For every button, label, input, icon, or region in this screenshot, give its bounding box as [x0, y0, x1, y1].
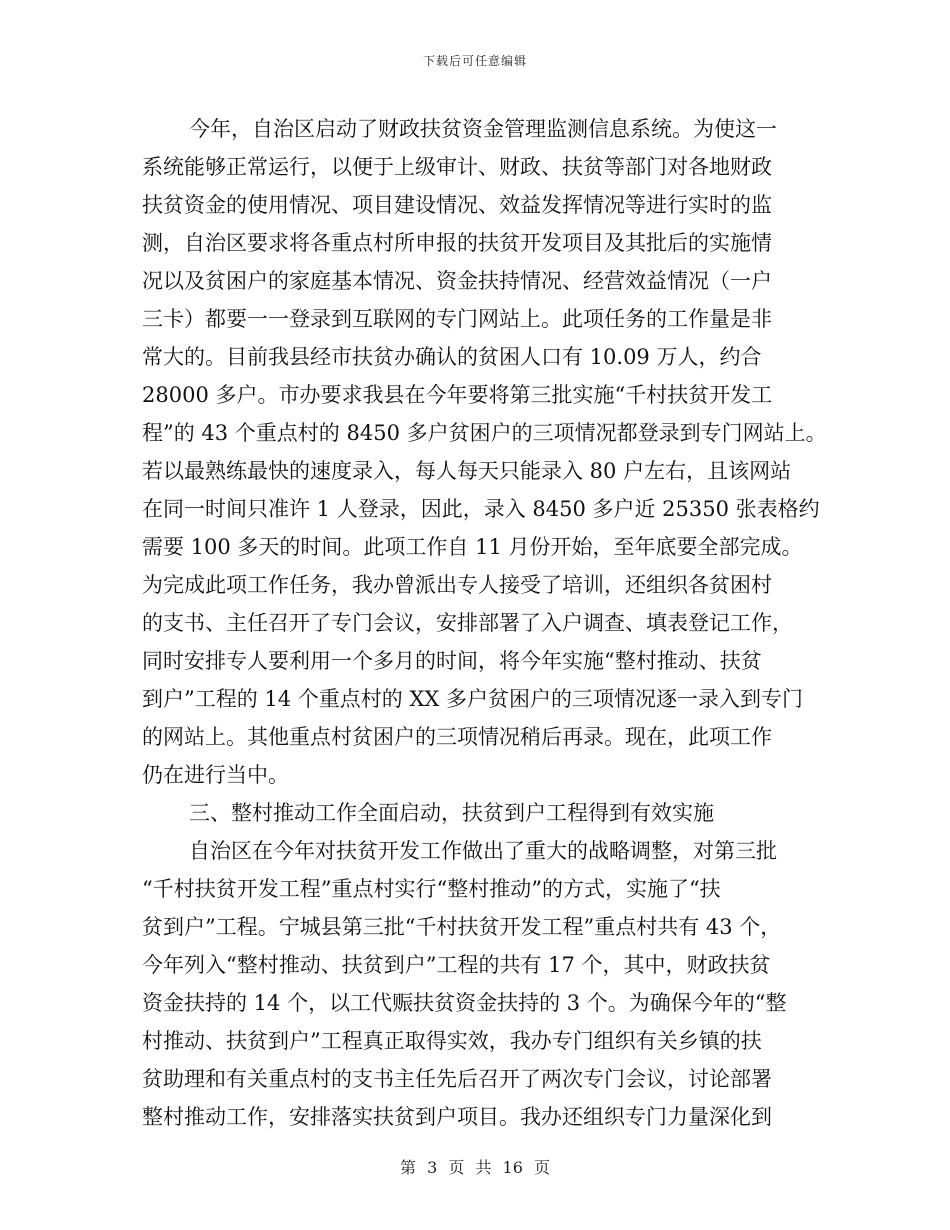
text-line: 贫助理和有关重点村的支书主任先后召开了两次专门会议，讨论部署: [142, 1067, 772, 1091]
text-line: 测，自治区要求将各重点村所申报的扶贫开发项目及其批后的实施情: [142, 231, 772, 255]
text-line: 的网站上。其他重点村贫困户的三项情况稍后再录。现在，此项工作: [142, 725, 772, 749]
text-line: 常大的。目前我县经市扶贫办确认的贫困人口有 10.09 万人，约合: [142, 345, 762, 369]
text-line: 到户”工程的 14 个重点村的 XX 多户贫困户的三项情况逐一录入到专门: [142, 687, 804, 711]
text-line: 三卡）都要一一登录到互联网的专门网站上。此项任务的工作量是非: [142, 307, 772, 331]
text-line: 若以最熟练最快的速度录入，每人每天只能录入 80 户左右，且该网站: [142, 459, 792, 483]
text-line: 今年，自治区启动了财政扶贫资金管理监测信息系统。为使这一: [189, 117, 777, 141]
text-line: 同时安排专人要利用一个多月的时间，将今年实施“整村推动、扶贫: [142, 649, 762, 673]
text-line: 资金扶持的 14 个，以工代赈扶贫资金扶持的 3 个。为确保今年的“整: [142, 991, 787, 1015]
text-line: 程”的 43 个重点村的 8450 多户贫困户的三项情况都登录到专门网站上。: [142, 421, 827, 445]
text-line: 况以及贫困户的家庭基本情况、资金扶持情况、经营效益情况（一户: [142, 269, 772, 293]
section-heading: 三、整村推动工作全面启动，扶贫到户工程得到有效实施: [189, 801, 714, 825]
text-line: 村推动、扶贫到户”工程真正取得实效，我办专门组织有关乡镇的扶: [142, 1029, 762, 1053]
text-line: 28000 多户。市办要求我县在今年要将第三批实施“千村扶贫开发工: [142, 383, 773, 407]
text-line: 今年列入“整村推动、扶贫到户”工程的共有 17 个，其中，财政扶贫: [142, 953, 771, 977]
text-line: “千村扶贫开发工程”重点村实行“整村推动”的方式，实施了“扶: [142, 877, 721, 901]
text-line: 自治区在今年对扶贫开发工作做出了重大的战略调整，对第三批: [189, 839, 777, 863]
text-line: 扶贫资金的使用情况、项目建设情况、效益发挥情况等进行实时的监: [142, 193, 772, 217]
text-line: 需要 100 多天的时间。此项工作自 11 月份开始，至年底要全部完成。: [142, 535, 803, 559]
text-line: 系统能够正常运行，以便于上级审计、财政、扶贫等部门对各地财政: [142, 155, 772, 179]
text-line: 整村推动工作，安排落实扶贫到户项目。我办还组织专门力量深化到: [142, 1105, 772, 1129]
text-line: 的支书、主任召开了专门会议，安排部署了入户调查、填表登记工作，: [142, 611, 793, 635]
text-line: 贫到户”工程。宁城县第三批“千村扶贫开发工程”重点村共有 43 个，: [142, 915, 782, 939]
text-line: 为完成此项工作任务，我办曾派出专人接受了培训，还组织各贫困村: [142, 573, 772, 597]
text-line: 在同一时间只准许 1 人登录，因此，录入 8450 多户近 25350 张表格约: [142, 497, 820, 521]
document-body: [142, 110, 832, 1136]
page-number: 第 3 页 共 16 页: [400, 1158, 550, 1177]
page-header-note: 下载后可任意编辑: [422, 54, 527, 68]
text-line: 仍在进行当中。: [142, 763, 289, 787]
